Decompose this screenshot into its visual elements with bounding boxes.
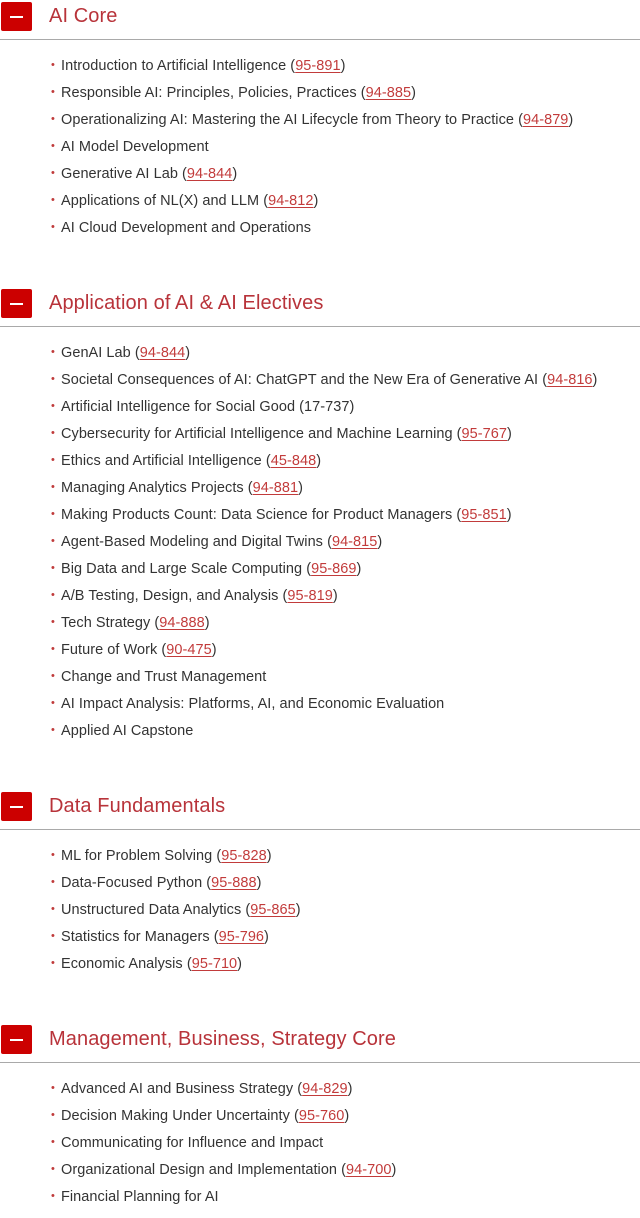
course-title: AI Impact Analysis: Platforms, AI, and Economic Evaluation	[61, 696, 445, 712]
course-code-link[interactable]: 94-844	[186, 166, 233, 182]
list-item	[0, 901, 640, 919]
paren-open: (	[289, 1108, 299, 1124]
list-item	[0, 138, 640, 156]
paren-close: )	[237, 956, 243, 972]
list-item	[0, 874, 640, 892]
section-title: Data Fundamentals	[49, 795, 226, 817]
course-code-link[interactable]: 95-888	[211, 875, 257, 891]
course-title: Introduction to Artificial Intelligence	[61, 58, 287, 74]
list-item	[0, 506, 640, 524]
section-spacer	[0, 249, 640, 289]
accordion-section	[0, 985, 640, 1218]
section-header-3[interactable]	[0, 1025, 640, 1054]
course-list	[0, 1063, 640, 1206]
course-code-link[interactable]: 94-829	[302, 1081, 348, 1097]
course-title: Advanced AI and Business Strategy	[61, 1081, 294, 1097]
course-title: Societal Consequences of AI: ChatGPT and the New Era of Generative AI	[61, 372, 539, 388]
course-title: Making Products Count: Data Science for Product Managers	[61, 507, 453, 523]
list-item	[0, 1134, 640, 1152]
course-title: Data-Focused Python	[61, 875, 203, 891]
list-item	[0, 192, 640, 210]
minus-glyph	[10, 806, 23, 808]
course-code-link[interactable]: 94-881	[252, 480, 299, 496]
list-item	[0, 587, 640, 605]
course-code-link[interactable]: 94-888	[159, 615, 205, 631]
paren-open: (	[514, 112, 523, 128]
course-code-link[interactable]: 94-812	[268, 193, 314, 209]
course-title: AI Cloud Development and Operations	[61, 220, 312, 236]
list-item	[0, 722, 640, 740]
paren-close: )	[344, 1108, 350, 1124]
paren-open: (	[130, 345, 140, 361]
paren-open: (	[202, 875, 212, 891]
paren-open: (	[295, 399, 305, 415]
course-code-link[interactable]: 94-815	[331, 534, 378, 550]
course-title: Generative AI Lab	[61, 166, 178, 182]
course-code-link[interactable]: 95-891	[295, 58, 341, 74]
accordion-section	[0, 249, 640, 752]
list-item	[0, 344, 640, 362]
course-title: GenAI Lab	[61, 345, 131, 361]
paren-open: (	[538, 372, 548, 388]
paren-open: (	[337, 1162, 347, 1178]
minus-glyph	[10, 16, 23, 18]
minus-icon[interactable]	[1, 792, 32, 821]
list-item	[0, 57, 640, 75]
paren-open: (	[322, 534, 332, 550]
list-item	[0, 955, 640, 973]
list-item	[0, 847, 640, 865]
paren-close: )	[295, 902, 301, 918]
paren-open: (	[452, 426, 462, 442]
paren-close: )	[264, 929, 269, 945]
paren-open: (	[150, 615, 160, 631]
section-header-1[interactable]	[0, 289, 640, 318]
list-item	[0, 452, 640, 470]
course-title: Economic Analysis	[61, 956, 183, 972]
course-title: Unstructured Data Analytics	[61, 902, 242, 918]
paren-close: )	[313, 193, 319, 209]
paren-open: (	[356, 85, 366, 101]
paren-open: (	[259, 193, 269, 209]
accordion-section	[0, 752, 640, 985]
paren-close: )	[391, 1162, 397, 1178]
paren-close: )	[411, 85, 417, 101]
minus-icon[interactable]	[1, 1025, 32, 1054]
list-item	[0, 84, 640, 102]
course-code-link[interactable]: 95-819	[287, 588, 333, 604]
course-code-link[interactable]: 45-848	[270, 453, 317, 469]
accordion-section	[0, 0, 640, 249]
section-title: Management, Business, Strategy Core	[49, 1028, 397, 1050]
course-title: Responsible AI: Principles, Policies, Practices	[61, 85, 357, 101]
list-item	[0, 1080, 640, 1098]
course-code-link[interactable]: 95-760	[298, 1108, 345, 1124]
course-title: Managing Analytics Projects	[61, 480, 244, 496]
course-title: Communicating for Influence and Impact	[61, 1135, 324, 1151]
paren-open: (	[278, 588, 288, 604]
list-item	[0, 1188, 640, 1206]
course-list	[0, 40, 640, 237]
list-item	[0, 641, 640, 659]
paren-close: )	[266, 848, 272, 864]
course-code-link[interactable]: 95-869	[311, 561, 357, 577]
course-title: Ethics and Artificial Intelligence	[61, 453, 262, 469]
paren-open: (	[209, 929, 219, 945]
list-item	[0, 1107, 640, 1125]
course-code-link[interactable]: 95-828	[221, 848, 267, 864]
list-item	[0, 165, 640, 183]
list-item	[0, 371, 640, 389]
course-code-link[interactable]: 94-816	[547, 372, 593, 388]
list-item	[0, 1161, 640, 1179]
paren-close: )	[356, 561, 362, 577]
paren-close: )	[347, 1081, 353, 1097]
course-title: Applications of NL(X) and LLM	[61, 193, 260, 209]
paren-close: )	[349, 399, 355, 415]
course-code-link[interactable]: 95-767	[461, 426, 507, 442]
paren-close: )	[316, 453, 322, 469]
section-divider	[0, 39, 640, 40]
course-title: Change and Trust Management	[61, 669, 267, 685]
paren-open: (	[157, 642, 167, 658]
course-code-link[interactable]: 94-879	[522, 112, 569, 128]
course-code-link[interactable]: 90-475	[166, 642, 212, 658]
section-title: AI Core	[49, 5, 118, 27]
paren-open: (	[293, 1081, 303, 1097]
paren-open: (	[182, 956, 192, 972]
section-spacer	[0, 985, 640, 1025]
minus-glyph	[10, 1039, 23, 1041]
paren-close: )	[232, 166, 238, 182]
course-title: Tech Strategy	[61, 615, 151, 631]
paren-close: )	[506, 507, 512, 523]
paren-close: )	[204, 615, 210, 631]
course-title: Big Data and Large Scale Computing	[61, 561, 303, 577]
paren-close: )	[592, 372, 598, 388]
paren-close: )	[332, 588, 338, 604]
course-title: Financial Planning for AI	[61, 1189, 219, 1205]
paren-open: (	[212, 848, 222, 864]
minus-glyph	[10, 303, 23, 305]
paren-open: (	[241, 902, 251, 918]
list-item	[0, 560, 640, 578]
paren-close: )	[185, 345, 191, 361]
course-code-link[interactable]: 95-796	[218, 929, 265, 945]
list-item	[0, 398, 640, 416]
course-title: Cybersecurity for Artificial Intelligence and Machine Learning	[61, 426, 453, 442]
course-title: Future of Work	[61, 642, 158, 658]
course-code-link[interactable]: 95-851	[461, 507, 507, 523]
paren-open: (	[302, 561, 312, 577]
paren-open: (	[177, 166, 187, 182]
course-list	[0, 830, 640, 973]
list-item	[0, 533, 640, 551]
list-item	[0, 111, 640, 129]
paren-open: (	[286, 58, 296, 74]
paren-close: )	[211, 642, 217, 658]
list-item	[0, 479, 640, 497]
course-code-link[interactable]: 95-710	[191, 956, 238, 972]
paren-close: )	[298, 480, 304, 496]
paren-close: )	[507, 426, 512, 442]
section-header-2[interactable]	[0, 792, 640, 821]
minus-icon[interactable]	[1, 2, 32, 31]
list-item	[0, 425, 640, 443]
course-title: Operationalizing AI: Mastering the AI Lifecycle from Theory to Practice	[61, 112, 514, 128]
course-title: Applied AI Capstone	[61, 723, 194, 739]
paren-close: )	[256, 875, 262, 891]
paren-close: )	[377, 534, 383, 550]
minus-icon[interactable]	[1, 289, 32, 318]
paren-close: )	[340, 58, 346, 74]
section-divider	[0, 326, 640, 327]
course-code-link[interactable]: 95-865	[250, 902, 296, 918]
section-header-0[interactable]	[0, 2, 640, 31]
course-code-link[interactable]: 94-885	[365, 85, 412, 101]
section-divider	[0, 1062, 640, 1063]
course-title: Organizational Design and Implementation	[61, 1162, 338, 1178]
paren-open: (	[243, 480, 253, 496]
section-title: Application of AI & AI Electives	[49, 292, 324, 314]
list-item	[0, 668, 640, 686]
list-item	[0, 695, 640, 713]
course-title: Decision Making Under Uncertainty	[61, 1108, 290, 1124]
course-code-link[interactable]: 94-700	[346, 1162, 392, 1178]
course-title: A/B Testing, Design, and Analysis	[61, 588, 279, 604]
list-item	[0, 219, 640, 237]
section-spacer	[0, 752, 640, 792]
course-title: Artificial Intelligence for Social Good	[61, 399, 296, 415]
course-code-text: 17-737	[304, 399, 350, 415]
paren-close: )	[568, 112, 574, 128]
list-item	[0, 614, 640, 632]
list-item	[0, 928, 640, 946]
paren-open: (	[261, 453, 271, 469]
course-title: Statistics for Managers	[61, 929, 210, 945]
course-title: AI Model Development	[61, 139, 209, 155]
course-title: Agent-Based Modeling and Digital Twins	[61, 534, 323, 550]
section-divider	[0, 829, 640, 830]
course-title: ML for Problem Solving	[61, 848, 213, 864]
course-list	[0, 327, 640, 740]
course-code-link[interactable]: 94-844	[139, 345, 186, 361]
paren-open: (	[452, 507, 462, 523]
